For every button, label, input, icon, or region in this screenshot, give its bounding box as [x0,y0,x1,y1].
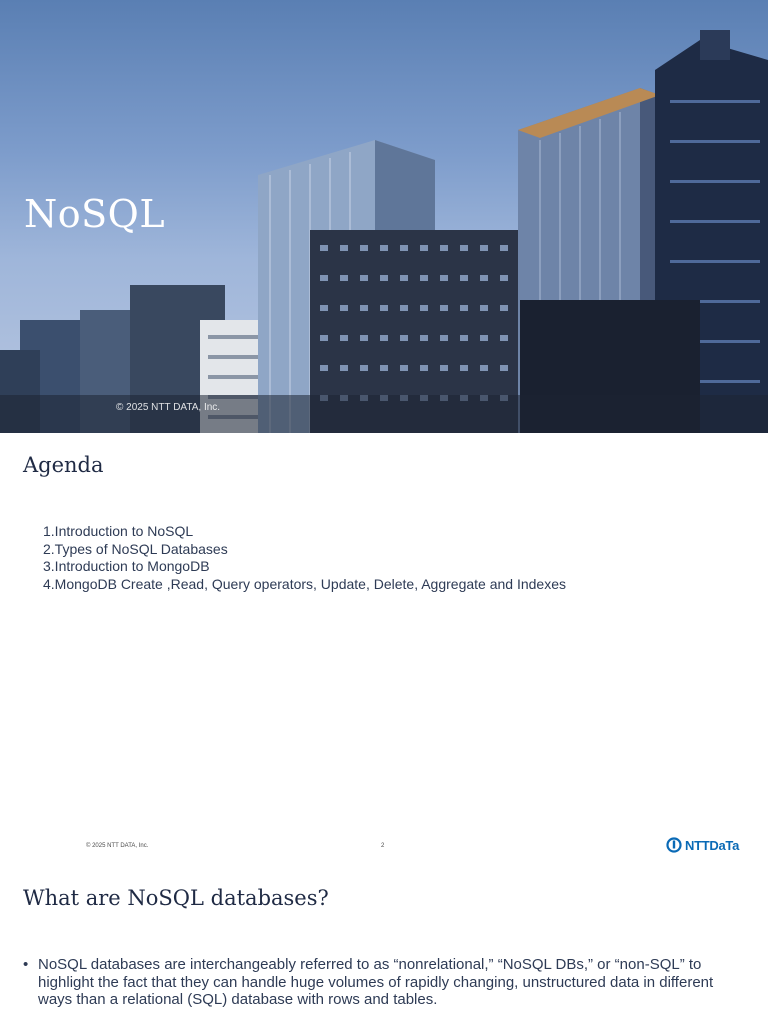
footer-copyright: © 2025 NTT DATA, Inc. [86,843,149,849]
copyright-text: © 2025 NTT DATA, Inc. [116,402,221,413]
definition-slide [0,864,768,1024]
slide-title: Agenda [23,453,104,477]
agenda-list [43,523,566,593]
ntt-logo-icon [666,837,682,853]
page-number: 2 [381,843,385,849]
slide-title: What are NoSQL databases? [23,886,329,910]
agenda-slide [0,433,768,864]
list-item: 2.Types of NoSQL Databases [43,540,228,557]
bullet-item [23,956,735,1009]
slide-title: NoSQL [24,192,166,236]
ntt-data-logo [666,837,739,853]
bullet-icon: • [23,956,29,973]
list-item: 4.MongoDB Create ,Read, Query operators, Update, Delete, Aggregate and Indexes [43,575,566,592]
list-item: 3.Introduction to MongoDB [43,558,210,574]
logo-text: NTTDaTa [685,837,739,853]
title-slide [0,0,768,433]
list-item: 1.Introduction to NoSQL [43,523,194,539]
bullet-text: NoSQL databases are interchangeably referred to as “nonrelational,” “NoSQL DBs,” or “non-SQL” to highlight the fact that they can handle huge volumes of rapidly changing, unstructured data in different ways than a relational (SQL) database with rows and tables. [38,956,714,1008]
